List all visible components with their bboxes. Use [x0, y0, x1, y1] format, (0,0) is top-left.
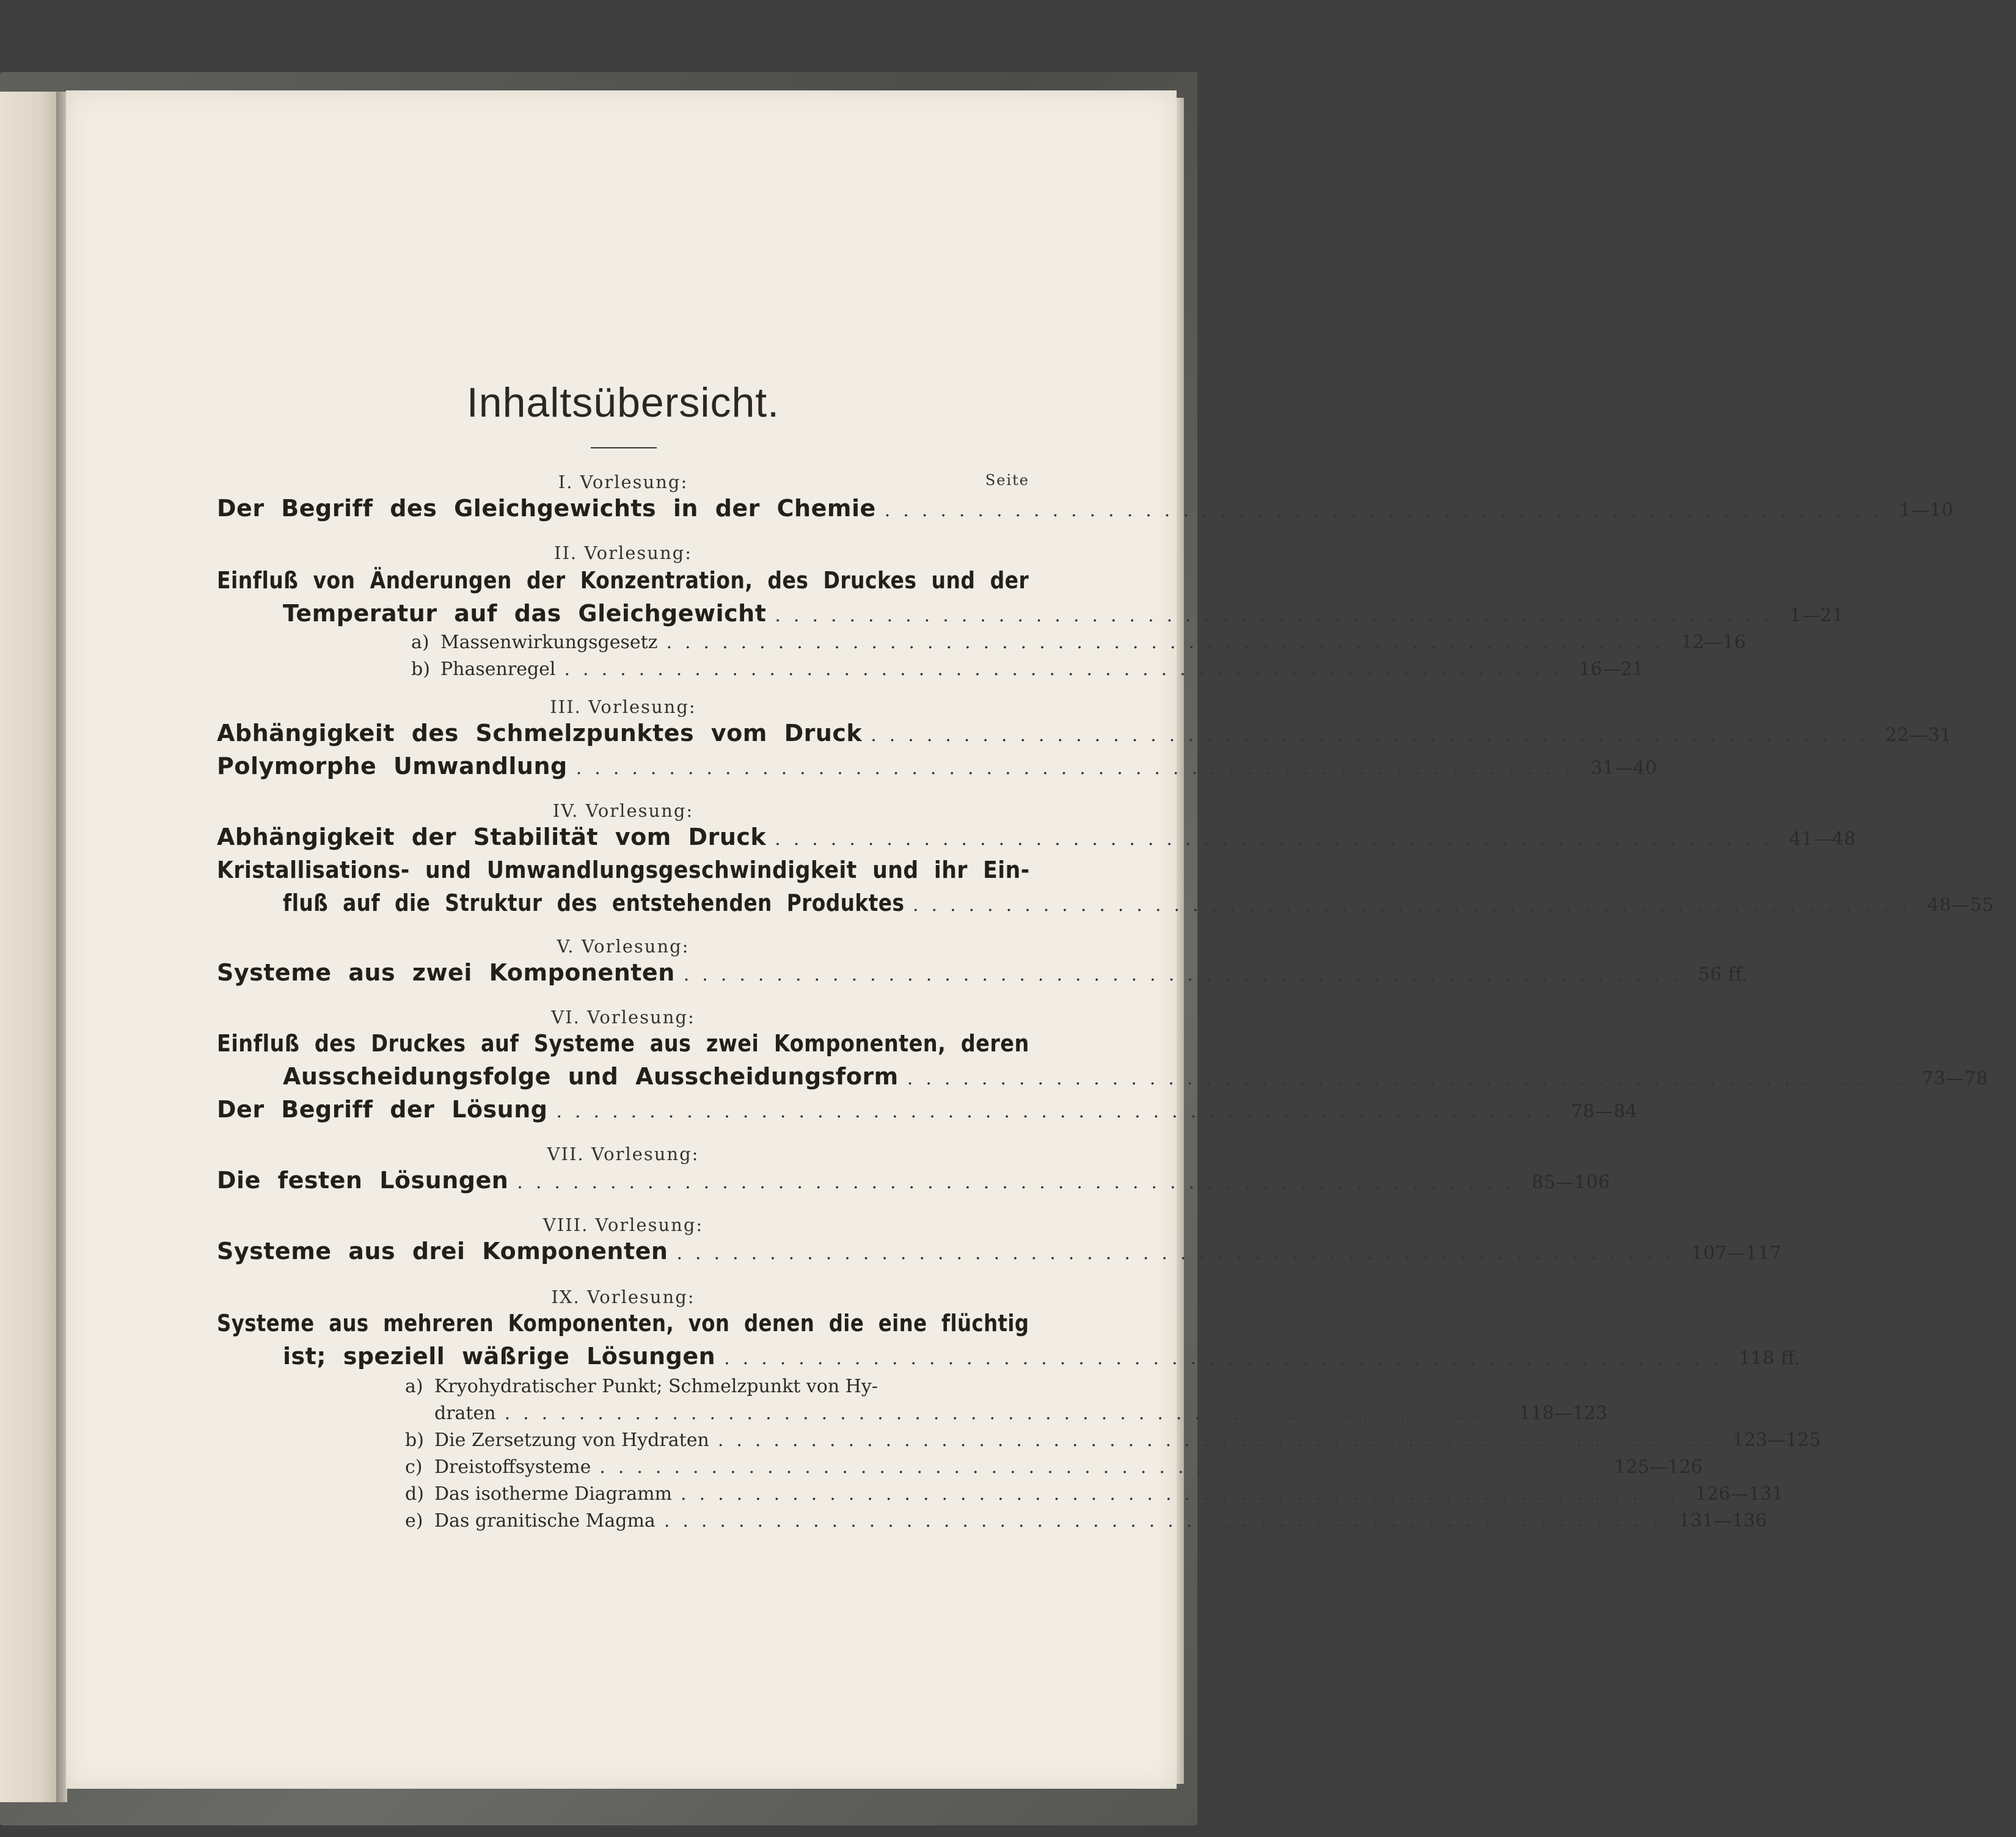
seite-label: Seite [985, 472, 1029, 489]
toc-subentry: a) Massenwirkungsgesetz ...................................................... 12—16 [411, 632, 1029, 653]
page-range: 125—126 [1614, 1456, 1703, 1478]
toc-subentry: c) Dreistoffsysteme ...................................................... 125—126 [405, 1456, 1703, 1478]
dot-leader: ...................................................... [663, 1510, 1671, 1532]
toc-entry: Ausscheidungsfolge und Ausscheidungsform ...................................................... 73—78 [283, 1063, 1029, 1090]
dot-leader: ...................................................... [775, 828, 1783, 850]
toc-subentry: b) Die Zersetzung von Hydraten ...................................................... 123—125 [405, 1430, 1821, 1451]
toc-subentry: d) Das isotherme Diagramm ...................................................... 126—131 [405, 1483, 1784, 1505]
toc-entry-line: Einfluß von Änderungen der Konzentration, des Druckes und der [217, 567, 1029, 594]
toc-entry: Polymorphe Umwandlung ...................................................... 31—40 [217, 753, 1029, 780]
page-range: 31—40 [1590, 758, 1657, 779]
page-range: 12—16 [1681, 632, 1746, 653]
page-range: 41—48 [1789, 828, 1856, 850]
toc-entry: Temperatur auf das Gleichgewicht ...................................................... 1—21 [283, 600, 1029, 627]
dot-leader: ...................................................... [517, 1172, 1525, 1193]
toc-subentry: draten ...................................................... 118—123 [434, 1403, 1608, 1424]
lecture-heading: VI. Vorlesung: [551, 1007, 695, 1028]
dot-leader: ...................................................... [564, 659, 1572, 680]
page-range: 48—55 [1927, 894, 1994, 916]
page-range: 123—125 [1732, 1430, 1821, 1451]
toc-entry-line: Einfluß des Druckes auf Systeme aus zwei Komponenten, deren [217, 1030, 1029, 1057]
page-range: 1—21 [1789, 605, 1844, 626]
toc-entry-line: Kristallisations- und Umwandlungsgeschwindigkeit und ihr Ein- [217, 856, 1030, 883]
page-range: 56 ff. [1698, 964, 1748, 985]
dot-leader: ...................................................... [717, 1430, 1725, 1451]
toc-entry: Abhängigkeit der Stabilität vom Druck ...................................................... 41—48 [217, 824, 1029, 850]
toc-entry: fluß auf die Struktur des entstehenden Produktes ...................................................... 48—55 [283, 889, 1029, 916]
toc-entry-line: Systeme aus mehreren Komponenten, von denen die eine flüchtig [217, 1310, 1029, 1337]
page-range: 85—106 [1532, 1172, 1610, 1193]
lecture-heading: III. Vorlesung: [550, 696, 696, 717]
dot-leader: ...................................................... [556, 1101, 1564, 1122]
dot-leader: ...................................................... [681, 1483, 1688, 1505]
page-range: 131—136 [1678, 1510, 1767, 1532]
page-range: 126—131 [1695, 1483, 1784, 1505]
dot-leader: ...................................................... [676, 1243, 1684, 1264]
toc-subentry-line: a) Kryohydratischer Punkt; Schmelzpunkt von Hy- [405, 1376, 878, 1397]
toc-entry: ist; speziell wäßrige Lösungen ...................................................... 118 ff. [283, 1343, 1029, 1370]
page-range: 118—123 [1519, 1403, 1608, 1424]
lecture-heading: V. Vorlesung: [557, 936, 690, 957]
page-title: Inhaltsübersicht. [466, 379, 780, 426]
toc-entry: Systeme aus drei Komponenten ...................................................... 107—117 [217, 1238, 1782, 1265]
dot-leader: ...................................................... [599, 1456, 1607, 1478]
lecture-heading: VIII. Vorlesung: [542, 1214, 704, 1235]
title-rule [591, 447, 657, 448]
page-range: 1—10 [1899, 500, 1954, 521]
toc-entry: Abhängigkeit des Schmelzpunktes vom Druck ...................................................... 22—31 [217, 720, 1029, 747]
lecture-heading: VII. Vorlesung: [547, 1144, 699, 1164]
dot-leader: ...................................................... [724, 1348, 1732, 1369]
dot-leader: ...................................................... [666, 632, 1674, 653]
toc-entry: Die festen Lösungen ...................................................... 85—106 [217, 1167, 1029, 1194]
dot-leader: ...................................................... [913, 894, 1920, 916]
dot-leader: ...................................................... [504, 1403, 1512, 1424]
dot-leader: ...................................................... [907, 1068, 1915, 1089]
lecture-heading: IX. Vorlesung: [551, 1287, 695, 1307]
lecture-heading: IV. Vorlesung: [552, 800, 694, 821]
lecture-heading: I. Vorlesung: Seite [558, 472, 1029, 492]
dot-leader: ...................................................... [683, 964, 1691, 985]
page-range: 78—84 [1571, 1101, 1638, 1122]
dot-leader: ...................................................... [871, 725, 1879, 746]
lecture-heading: II. Vorlesung: [554, 542, 692, 563]
toc-subentry: e) Das granitische Magma ...................................................... 131—136 [405, 1510, 1767, 1532]
page-range: 22—31 [1885, 725, 1952, 746]
page-range: 16—21 [1579, 659, 1644, 680]
toc-subentry: b) Phasenregel ...................................................... 16—21 [411, 659, 1029, 680]
toc-entry: Systeme aus zwei Komponenten ...................................................... 56 ff. [217, 959, 1029, 986]
toc-entry: Der Begriff des Gleichgewichts in der Chemie ...................................................... 1—10 [217, 495, 1029, 522]
left-page-edge [0, 92, 56, 1802]
dot-leader: ...................................................... [575, 758, 1583, 779]
toc-entry: Der Begriff der Lösung ...................................................... 78—84 [217, 1096, 1029, 1123]
page-range: 73—78 [1921, 1068, 1989, 1089]
dot-leader: ...................................................... [775, 605, 1783, 626]
dot-leader: ...................................................... [884, 500, 1892, 521]
page-range: 107—117 [1691, 1243, 1782, 1264]
page-range: 118 ff. [1739, 1348, 1801, 1369]
